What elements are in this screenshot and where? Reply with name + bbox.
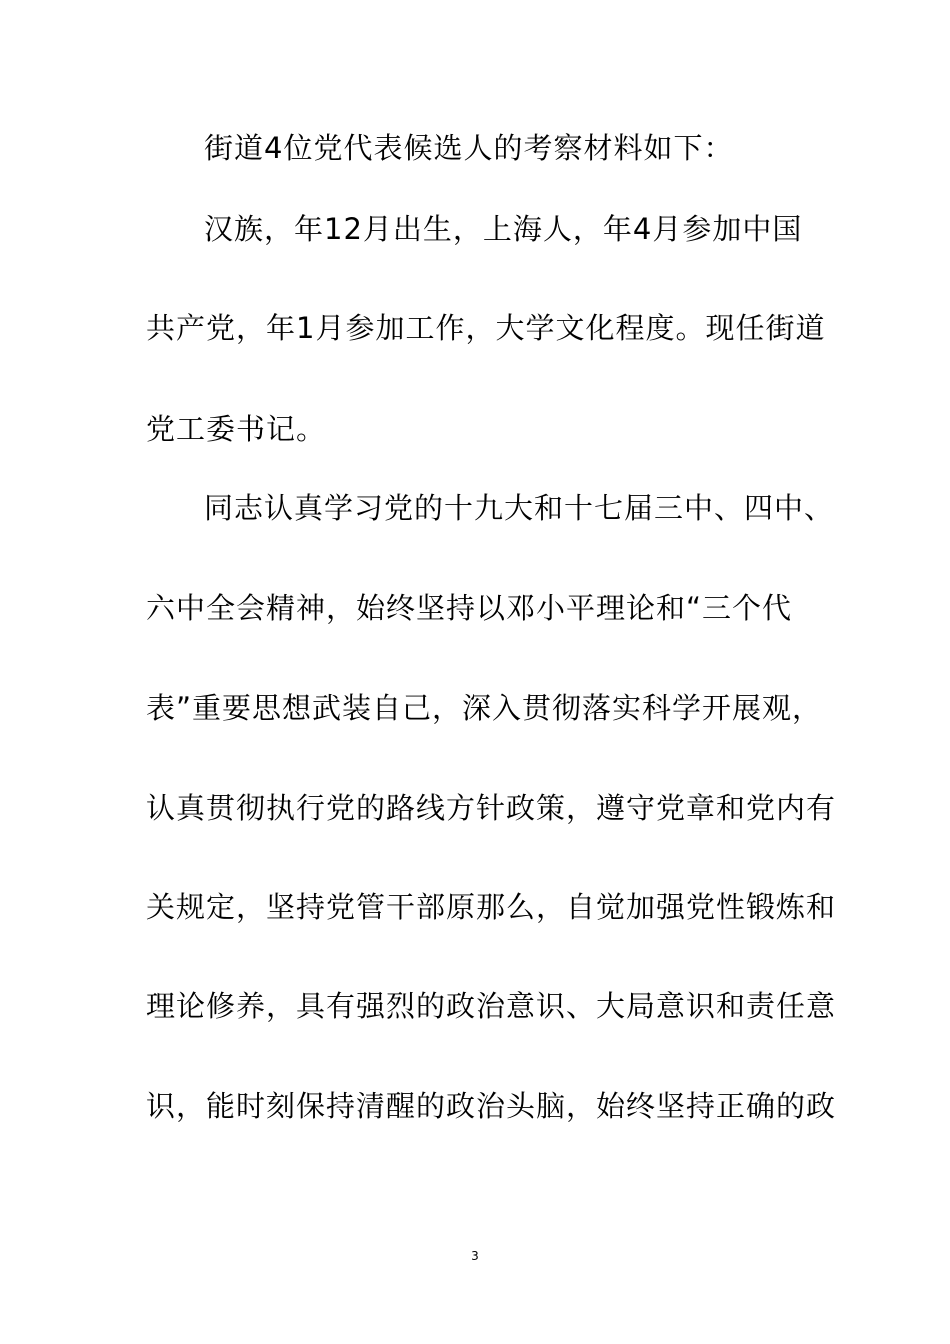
paragraph-line: 识，能时刻保持清醒的政治头脑，始终坚持正确的政 <box>146 1089 837 1123</box>
paragraph-line: 共产党，年1月参加工作，大学文化程度。现任街道 <box>146 311 826 345</box>
paragraph-line: 认真贯彻执行党的路线方针政策，遵守党章和党内有 <box>146 791 837 825</box>
paragraph-line: 关规定，坚持党管干部原那么，自觉加强党性锻炼和 <box>146 890 837 924</box>
paragraph-line: 同志认真学习党的十九大和十七届三中、四中、 <box>204 491 835 525</box>
paragraph-line: 汉族，年12月出生，上海人，年4月参加中国 <box>204 212 803 246</box>
paragraph-line: 街道4位党代表候选人的考察材料如下： <box>204 131 734 165</box>
paragraph-line: 六中全会精神，始终坚持以邓小平理论和“三个代 <box>146 591 793 625</box>
paragraph-line: 表”重要思想武装自己，深入贯彻落实科学开展观， <box>146 691 823 725</box>
paragraph-line: 理论修养，具有强烈的政治意识、大局意识和责任意 <box>146 989 837 1023</box>
paragraph-line: 党工委书记。 <box>146 412 327 446</box>
page-number: 3 <box>471 1249 479 1263</box>
